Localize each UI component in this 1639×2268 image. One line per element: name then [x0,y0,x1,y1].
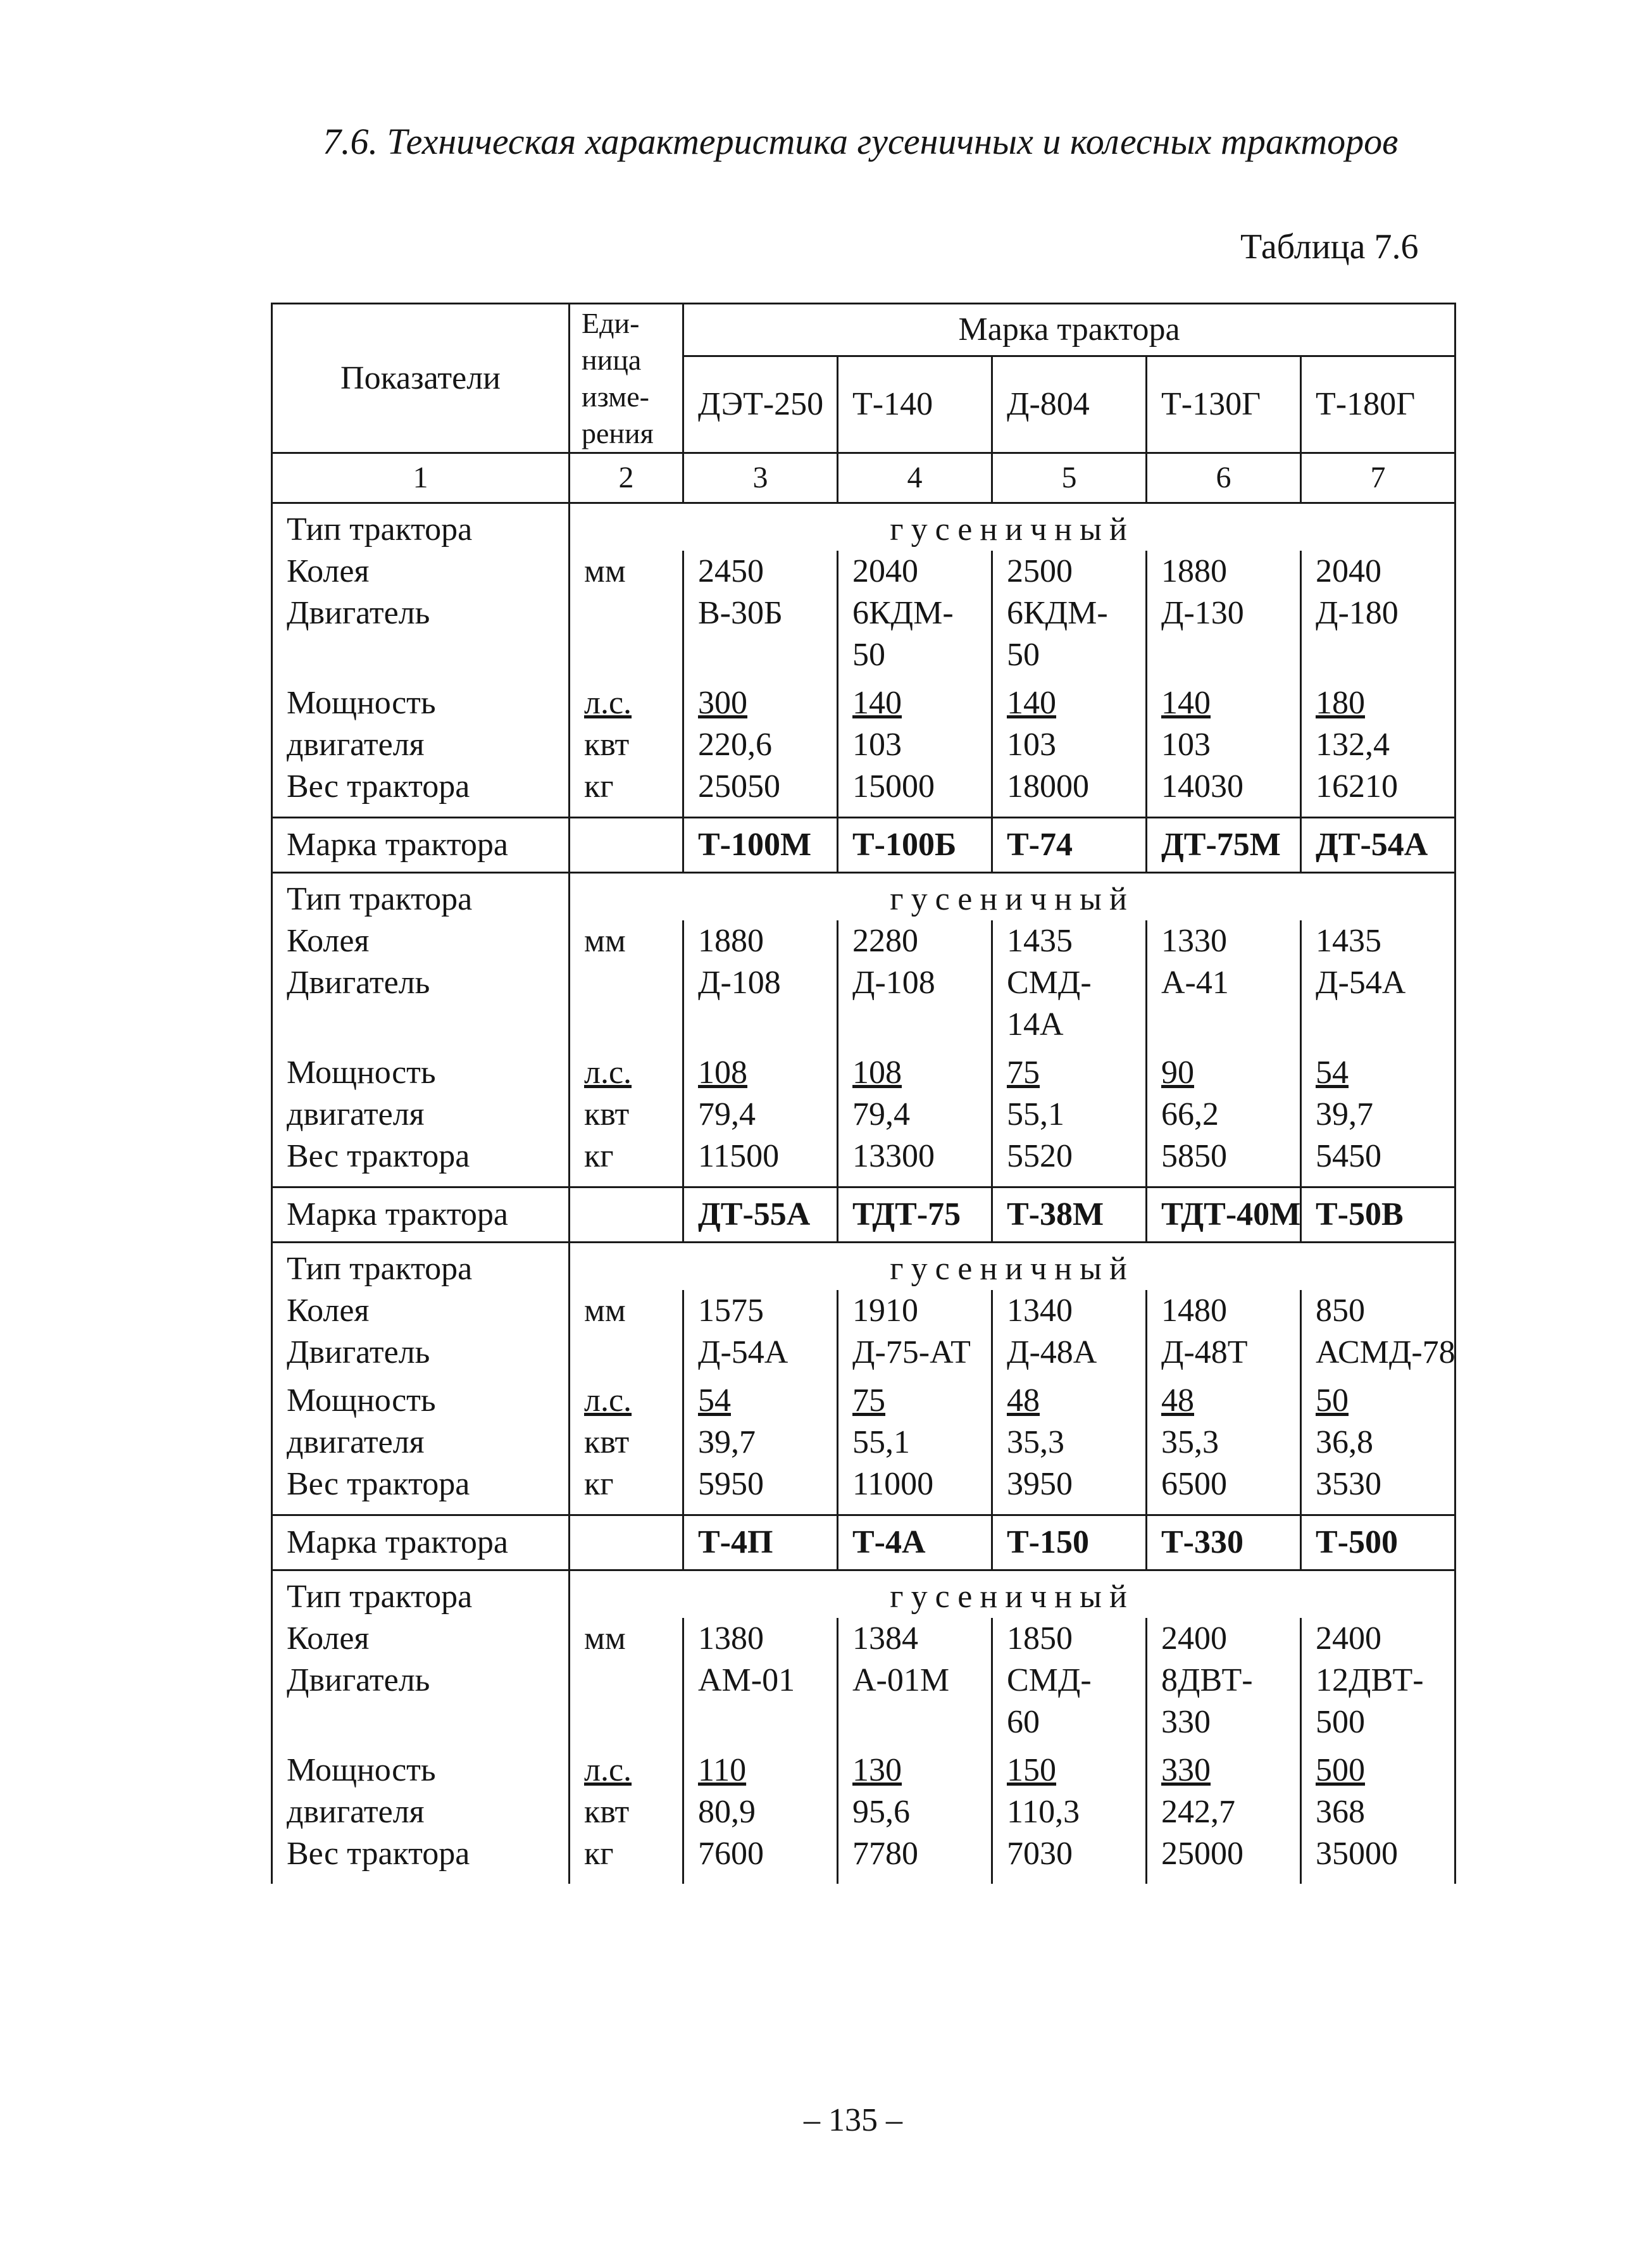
track-unit: мм [570,1290,683,1332]
weight-unit: кг [570,1136,683,1187]
track-value: 1435 [992,920,1147,962]
weight-value: 11500 [683,1136,838,1187]
track-label: Колея [272,1618,570,1660]
type-row [272,1570,1455,1619]
brand-header-cell: Т-140 [838,356,992,453]
brand-row-unit [570,1187,683,1243]
column-number: 1 [272,453,570,503]
power-kw: 35,3 [1007,1424,1064,1460]
page-number: – 135 – [804,2102,902,2138]
power-value [1301,1374,1455,1463]
power-row [272,1046,1455,1136]
power-value [1147,676,1301,766]
power-kw: 36,8 [1316,1424,1373,1460]
track-label: Колея [272,1290,570,1332]
weight-value: 25050 [683,766,838,818]
power-label-line: Мощность [287,1752,436,1788]
power-kw: 95,6 [852,1794,910,1830]
engine-row [272,1660,1455,1743]
unit-header-line: Еди- [582,306,640,339]
column-number: 3 [683,453,838,503]
power-label-line: Мощность [287,1055,436,1091]
power-hp: 140 [1007,685,1056,721]
brand-group-header: Марка трактора [683,304,1455,356]
brand-row-label: Марка трактора [272,1187,570,1243]
weight-value: 18000 [992,766,1147,818]
power-unit-kw: квт [584,1424,630,1460]
power-kw: 103 [1161,727,1211,763]
track-value: 1880 [683,920,838,962]
power-hp: 90 [1161,1055,1194,1091]
power-kw: 55,1 [1007,1096,1064,1132]
weight-value: 25000 [1147,1833,1301,1884]
weight-row [272,766,1455,818]
type-row [272,873,1455,921]
track-value: 2040 [1301,551,1455,592]
table-caption: Таблица 7.6 [1240,227,1419,266]
power-kw: 103 [1007,727,1056,763]
brand-cell: Т-330 [1147,1515,1301,1570]
power-kw: 35,3 [1161,1424,1219,1460]
brand-cell: ДТ-55А [683,1187,838,1243]
engine-value: Д-54А [1301,962,1455,1046]
power-value [992,1046,1147,1136]
power-hp: 110 [698,1752,747,1788]
track-label: Колея [272,551,570,592]
engine-label: Двигатель [272,1660,570,1743]
engine-value: Д-108 [683,962,838,1046]
power-value [1301,1743,1455,1833]
power-unit-kw: квт [584,1096,630,1132]
power-hp: 48 [1007,1382,1040,1419]
column-number-row [272,453,1455,503]
engine-value: Д-180 [1301,592,1455,676]
engine-label: Двигатель [272,592,570,676]
power-label-line: Мощность [287,685,436,721]
power-row [272,1743,1455,1833]
brand-row [272,818,1455,873]
power-kw: 80,9 [698,1794,756,1830]
engine-value: А-01М [838,1660,992,1743]
power-value [992,676,1147,766]
engine-value: 12ДВТ- 500 [1301,1660,1455,1743]
weight-row [272,1833,1455,1884]
power-unit [570,1743,683,1833]
power-kw: 79,4 [852,1096,910,1132]
engine-value: 8ДВТ- 330 [1147,1660,1301,1743]
indicators-header: Показатели [272,304,570,453]
weight-value: 3950 [992,1463,1147,1515]
track-value: 1850 [992,1618,1147,1660]
power-kw: 220,6 [698,727,772,763]
power-unit [570,1374,683,1463]
power-kw: 103 [852,727,902,763]
weight-value: 6500 [1147,1463,1301,1515]
weight-row [272,1463,1455,1515]
power-value [838,1374,992,1463]
weight-row [272,1136,1455,1187]
track-value: 1330 [1147,920,1301,962]
engine-row [272,962,1455,1046]
track-value: 1910 [838,1290,992,1332]
weight-value: 11000 [838,1463,992,1515]
type-label: Тип трактора [272,503,570,551]
power-kw: 110,3 [1007,1794,1080,1830]
power-row [272,1374,1455,1463]
power-hp: 54 [1316,1055,1349,1091]
power-hp: 108 [698,1055,747,1091]
weight-value: 7030 [992,1833,1147,1884]
weight-value: 13300 [838,1136,992,1187]
brand-cell: Т-50В [1301,1187,1455,1243]
power-label-line: Мощность [287,1382,436,1419]
engine-unit [570,592,683,676]
engine-value: СМД- 14А [992,962,1147,1046]
engine-value: Д-48А [992,1332,1147,1374]
weight-value: 5450 [1301,1136,1455,1187]
power-unit-hp: л.с. [584,1382,632,1419]
power-hp: 75 [852,1382,885,1419]
column-number: 2 [570,453,683,503]
brand-row-label: Марка трактора [272,1515,570,1570]
power-value [1147,1046,1301,1136]
column-number: 7 [1301,453,1455,503]
brand-header-cell: ДЭТ-250 [683,356,838,453]
brand-cell: ДТ-54А [1301,818,1455,873]
type-label: Тип трактора [272,1570,570,1619]
power-hp: 180 [1316,685,1365,721]
brand-row [272,1187,1455,1243]
power-hp: 48 [1161,1382,1194,1419]
engine-unit [570,1660,683,1743]
track-value: 2280 [838,920,992,962]
brand-cell: Т-4П [683,1515,838,1570]
power-unit-hp: л.с. [584,685,632,721]
brand-cell: Т-100М [683,818,838,873]
engine-value: АМ-01 [683,1660,838,1743]
power-label-line: двигателя [287,1794,425,1830]
engine-value: 6КДМ- 50 [838,592,992,676]
power-kw: 39,7 [698,1424,756,1460]
power-value [1301,676,1455,766]
power-kw: 66,2 [1161,1096,1219,1132]
brand-header-cell: Т-180Г [1301,356,1455,453]
weight-label: Вес трактора [272,1136,570,1187]
brand-cell: Т-150 [992,1515,1147,1570]
engine-value: Д-75-АТ [838,1332,992,1374]
track-unit: мм [570,920,683,962]
header-row-top [272,304,1455,356]
track-row [272,1290,1455,1332]
power-hp: 75 [1007,1055,1040,1091]
power-hp: 108 [852,1055,902,1091]
type-value: гусеничный [570,503,1455,551]
power-label [272,676,570,766]
type-label: Тип трактора [272,1243,570,1291]
power-kw: 79,4 [698,1096,756,1132]
column-number: 4 [838,453,992,503]
track-value: 1384 [838,1618,992,1660]
brand-cell: Т-500 [1301,1515,1455,1570]
track-value: 1380 [683,1618,838,1660]
tractor-spec-table [271,303,1456,1884]
power-hp: 50 [1316,1382,1349,1419]
power-kw: 39,7 [1316,1096,1373,1132]
column-number: 6 [1147,453,1301,503]
type-row [272,503,1455,551]
weight-value: 5520 [992,1136,1147,1187]
power-value [683,1374,838,1463]
unit-header-line: ница [582,343,642,376]
power-hp: 140 [852,685,902,721]
engine-value: Д-54А [683,1332,838,1374]
brand-cell: Т-4А [838,1515,992,1570]
weight-value: 35000 [1301,1833,1455,1884]
type-value: гусеничный [570,873,1455,921]
power-kw: 55,1 [852,1424,910,1460]
power-label [272,1743,570,1833]
power-value [1147,1374,1301,1463]
weight-value: 7600 [683,1833,838,1884]
power-hp: 54 [698,1382,731,1419]
track-value: 1480 [1147,1290,1301,1332]
track-unit: мм [570,1618,683,1660]
brand-row [272,1515,1455,1570]
weight-label: Вес трактора [272,766,570,818]
engine-row [272,592,1455,676]
track-value: 1340 [992,1290,1147,1332]
weight-value: 14030 [1147,766,1301,818]
power-unit-kw: квт [584,727,630,763]
power-hp: 130 [852,1752,902,1788]
track-row [272,1618,1455,1660]
brand-cell: ДТ-75М [1147,818,1301,873]
power-unit [570,1046,683,1136]
brand-cell: Т-100Б [838,818,992,873]
engine-unit [570,1332,683,1374]
track-unit: мм [570,551,683,592]
weight-value: 5950 [683,1463,838,1515]
brand-cell: Т-38М [992,1187,1147,1243]
power-row [272,676,1455,766]
power-unit-hp: л.с. [584,1055,632,1091]
unit-header-line: рения [582,417,654,449]
brand-cell: ТДТ-75 [838,1187,992,1243]
engine-value: СМД- 60 [992,1660,1147,1743]
type-value: гусеничный [570,1243,1455,1291]
power-value [683,676,838,766]
power-hp: 330 [1161,1752,1211,1788]
engine-value: В-30Б [683,592,838,676]
brand-row-label: Марка трактора [272,818,570,873]
weight-value: 3530 [1301,1463,1455,1515]
power-value [838,1743,992,1833]
engine-value: А-41 [1147,962,1301,1046]
power-hp: 140 [1161,685,1211,721]
power-label [272,1374,570,1463]
power-hp: 150 [1007,1752,1056,1788]
brand-header-cell: Д-804 [992,356,1147,453]
weight-unit: кг [570,1833,683,1884]
power-value [683,1046,838,1136]
power-hp: 500 [1316,1752,1365,1788]
weight-label: Вес трактора [272,1463,570,1515]
power-kw: 368 [1316,1794,1365,1830]
track-value: 1575 [683,1290,838,1332]
power-value [1301,1046,1455,1136]
engine-value: Д-108 [838,962,992,1046]
engine-row [272,1332,1455,1374]
track-value: 850 [1301,1290,1455,1332]
weight-unit: кг [570,1463,683,1515]
engine-unit [570,962,683,1046]
weight-value: 7780 [838,1833,992,1884]
brand-cell: Т-74 [992,818,1147,873]
unit-header [570,304,683,453]
brand-row-unit [570,1515,683,1570]
power-value [838,676,992,766]
power-hp: 300 [698,685,747,721]
column-number: 5 [992,453,1147,503]
weight-value: 5850 [1147,1136,1301,1187]
weight-label: Вес трактора [272,1833,570,1884]
power-value [992,1743,1147,1833]
engine-label: Двигатель [272,1332,570,1374]
power-value [992,1374,1147,1463]
unit-header-line: изме- [582,380,649,413]
engine-value: 6КДМ- 50 [992,592,1147,676]
type-value: гусеничный [570,1570,1455,1619]
power-label [272,1046,570,1136]
power-label-line: двигателя [287,1424,425,1460]
engine-value: Д-130 [1147,592,1301,676]
power-value [838,1046,992,1136]
brand-cell: ТДТ-40М [1147,1187,1301,1243]
track-value: 2450 [683,551,838,592]
power-value [683,1743,838,1833]
weight-value: 16210 [1301,766,1455,818]
track-value: 1880 [1147,551,1301,592]
weight-value: 15000 [838,766,992,818]
track-label: Колея [272,920,570,962]
track-value: 1435 [1301,920,1455,962]
track-value: 2500 [992,551,1147,592]
track-row [272,551,1455,592]
power-unit-hp: л.с. [584,1752,632,1788]
power-value [1147,1743,1301,1833]
brand-header-cell: Т-130Г [1147,356,1301,453]
track-value: 2400 [1301,1618,1455,1660]
track-value: 2040 [838,551,992,592]
engine-label: Двигатель [272,962,570,1046]
power-label-line: двигателя [287,727,425,763]
power-kw: 132,4 [1316,727,1390,763]
engine-value: Д-48Т [1147,1332,1301,1374]
power-kw: 242,7 [1161,1794,1235,1830]
track-value: 2400 [1147,1618,1301,1660]
power-unit-kw: квт [584,1794,630,1830]
brand-row-unit [570,818,683,873]
power-unit [570,676,683,766]
type-row [272,1243,1455,1291]
section-heading: 7.6. Техническая характеристика гусеничных и колесных тракторов [323,121,1399,162]
type-label: Тип трактора [272,873,570,921]
power-label-line: двигателя [287,1096,425,1132]
engine-value: АСМД-78 [1301,1332,1455,1374]
track-row [272,920,1455,962]
weight-unit: кг [570,766,683,818]
